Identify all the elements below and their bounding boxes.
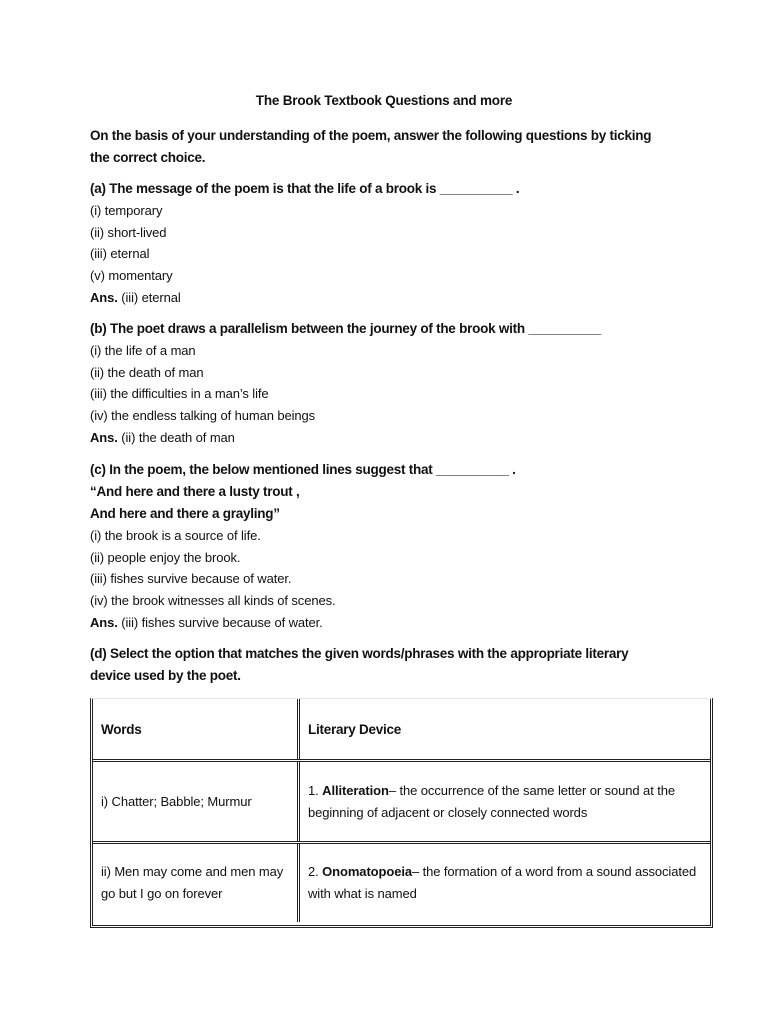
answer-label: Ans. — [90, 429, 118, 445]
question-a — [90, 178, 690, 309]
header-words: Words — [93, 699, 300, 759]
option: (i) the brook is a source of life. — [90, 528, 261, 543]
table-row — [93, 844, 710, 922]
words-cell: ii) Men may come and men may go but I go on forever — [93, 844, 300, 922]
option: (ii) people enjoy the brook. — [90, 549, 241, 565]
answer-label: Ans. — [90, 614, 118, 630]
quote-line: “And here and there a lusty trout , — [90, 484, 300, 499]
answer-line — [90, 427, 690, 449]
question-c — [90, 459, 690, 634]
question-text: (d) Select the option that matches the given words/phrases with the appropriate literary device used by the poet. — [90, 646, 629, 683]
question-text: (c) In the poem, the below mentioned lines suggest that __________ . — [90, 462, 516, 477]
device-term: Alliteration — [322, 782, 389, 798]
answer-text: (iii) eternal — [117, 289, 181, 305]
page-title: The Brook Textbook Questions and more — [255, 93, 513, 108]
option: (i) temporary — [90, 203, 163, 218]
option: (i) the life of a man — [90, 343, 196, 358]
option: (iv) the brook witnesses all kinds of scenes. — [90, 593, 336, 609]
answer-text: (ii) the death of man — [117, 429, 235, 445]
literary-device-table — [90, 698, 713, 928]
device-number: 2. — [308, 864, 323, 880]
device-definition: – the formation of a word from a sound associated with what is named — [308, 864, 697, 901]
answer-label: Ans. — [90, 289, 118, 305]
question-d — [90, 643, 670, 687]
question-b — [90, 318, 690, 449]
instructions: On the basis of your understanding of the poem, answer the following questions by ticking the correct choice. — [90, 128, 652, 165]
question-text: (a) The message of the poem is that the life of a brook is __________ . — [90, 181, 520, 196]
option: (iii) eternal — [90, 246, 150, 262]
option: (ii) the death of man — [90, 364, 204, 380]
option: (v) momentary — [90, 268, 173, 284]
device-definition: – the occurrence of the same letter or sound at the beginning of adjacent or closely connected words — [308, 782, 675, 820]
header-literary-device: Literary Device — [308, 721, 402, 737]
table-header-row — [93, 699, 710, 759]
words-cell: i) Chatter; Babble; Murmur — [93, 762, 300, 841]
option: (iii) the difficulties in a man’s life — [90, 386, 269, 402]
answer-line — [90, 612, 690, 634]
option: (iii) fishes survive because of water. — [90, 571, 292, 587]
device-cell — [300, 844, 710, 922]
table-row — [93, 762, 710, 841]
device-term: Onomatopoeia — [322, 864, 412, 880]
device-number: 1. — [308, 782, 323, 798]
device-cell — [300, 762, 710, 841]
quote-line: And here and there a grayling” — [90, 506, 280, 521]
answer-line — [90, 287, 690, 309]
option: (iv) the endless talking of human beings — [90, 408, 316, 424]
option: (ii) short-lived — [90, 224, 167, 240]
answer-text: (iii) fishes survive because of water. — [117, 614, 323, 630]
question-text: (b) The poet draws a parallelism between the journey of the brook with __________ — [90, 321, 601, 336]
